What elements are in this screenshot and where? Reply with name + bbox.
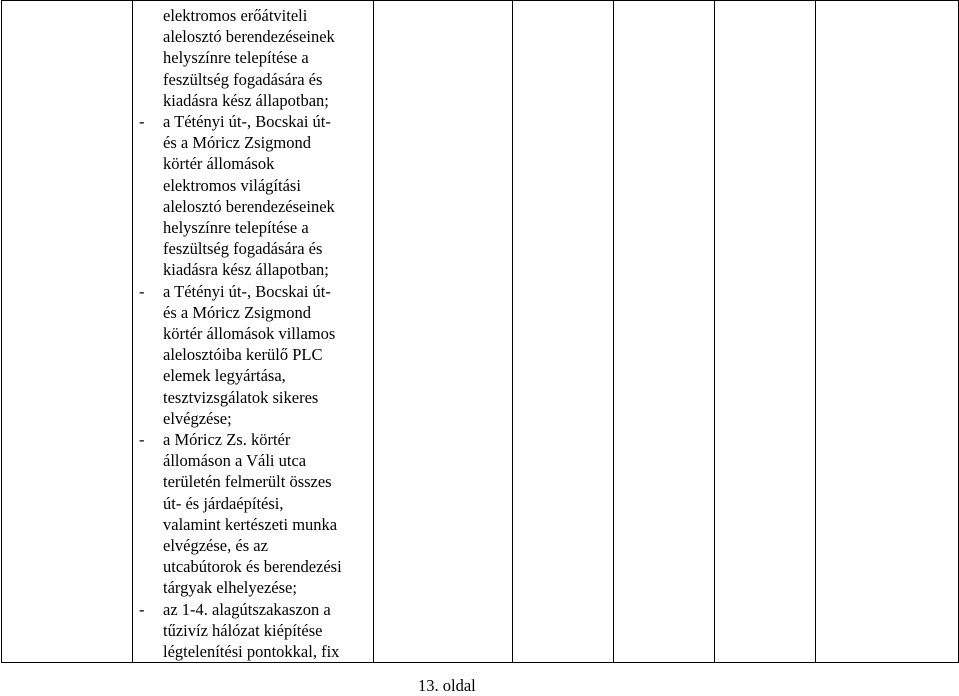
line-text: tesztvizsgálatok sikeres	[163, 387, 319, 407]
table-cell-empty	[2, 1, 133, 663]
line-text: utcabútorok és berendezési	[163, 557, 342, 577]
line-text: út- és járdaépítési,	[163, 493, 284, 513]
list-dash: -	[139, 430, 145, 450]
text-line	[136, 323, 373, 344]
line-text: légtelenítési pontokkal, fix	[163, 642, 340, 662]
text-line	[136, 175, 373, 196]
table-cell-empty	[513, 1, 614, 663]
line-text: a Tétényi út-, Bocskai út-	[163, 281, 331, 301]
text-line	[136, 196, 373, 217]
text-line	[136, 217, 373, 238]
line-text: helyszínre telepítése a	[163, 218, 309, 238]
description-cell	[133, 1, 374, 663]
line-text: alelosztó berendezéseinek	[163, 27, 335, 47]
list-dash: -	[139, 112, 145, 132]
text-line	[136, 344, 373, 365]
text-line	[136, 408, 373, 429]
line-text: tárgyak elhelyezése;	[163, 578, 297, 598]
line-text: kiadásra kész állapotban;	[163, 260, 329, 280]
line-text: a Móricz Zs. körtér	[163, 430, 291, 450]
text-line	[136, 47, 373, 68]
text-line	[136, 514, 373, 535]
line-text: elektromos világítási	[163, 175, 301, 195]
text-line	[136, 577, 373, 598]
line-text: állomáson a Váli utca	[163, 451, 307, 471]
line-text: körtér állomások	[163, 154, 275, 174]
line-text: elvégzése;	[163, 408, 232, 428]
table-cell-empty	[614, 1, 715, 663]
list-dash: -	[139, 599, 145, 619]
text-line	[136, 153, 373, 174]
text-line	[136, 641, 373, 662]
line-text: és a Móricz Zsigmond	[163, 302, 312, 322]
line-text: a Tétényi út-, Bocskai út-	[163, 112, 331, 132]
table-cell-empty	[374, 1, 513, 663]
text-line	[136, 69, 373, 90]
text-line	[136, 26, 373, 47]
line-text: valamint kertészeti munka	[163, 514, 338, 534]
text-line	[136, 365, 373, 386]
text-line	[136, 259, 373, 280]
line-text: elvégzése, és az	[163, 536, 268, 556]
line-text: feszültség fogadására és	[163, 69, 323, 89]
text-line	[136, 302, 373, 323]
text-line	[136, 111, 373, 132]
text-line	[136, 429, 373, 450]
line-text: körtér állomások villamos	[163, 324, 336, 344]
text-line	[136, 620, 373, 641]
line-text: alelosztóiba kerülő PLC	[163, 345, 323, 365]
text-line	[136, 599, 373, 620]
text-line	[136, 535, 373, 556]
schedule-table	[1, 0, 959, 663]
text-line	[136, 471, 373, 492]
line-text: kiadásra kész állapotban;	[163, 90, 329, 110]
text-line	[136, 387, 373, 408]
line-text: elemek legyártása,	[163, 366, 286, 386]
line-text: elektromos erőátviteli	[163, 6, 308, 25]
table-cell-empty	[816, 1, 959, 663]
text-line	[136, 5, 373, 26]
text-line	[136, 493, 373, 514]
table-row	[2, 1, 959, 663]
text-line	[136, 556, 373, 577]
page-number: 13. oldal	[418, 676, 476, 695]
line-text: az 1-4. alagútszakaszon a	[163, 599, 331, 619]
text-line	[136, 281, 373, 302]
text-line	[136, 90, 373, 111]
text-line	[136, 132, 373, 153]
table-cell-empty	[715, 1, 816, 663]
description-text	[133, 1, 373, 662]
line-text: helyszínre telepítése a	[163, 48, 309, 68]
line-text: alelosztó berendezéseinek	[163, 196, 335, 216]
text-line	[136, 450, 373, 471]
line-text: és a Móricz Zsigmond	[163, 133, 312, 153]
line-text: tűzivíz hálózat kiépítése	[163, 620, 323, 640]
text-line	[136, 238, 373, 259]
line-text: feszültség fogadására és	[163, 239, 323, 259]
line-text: területén felmerült összes	[163, 472, 332, 492]
list-dash: -	[139, 281, 145, 301]
